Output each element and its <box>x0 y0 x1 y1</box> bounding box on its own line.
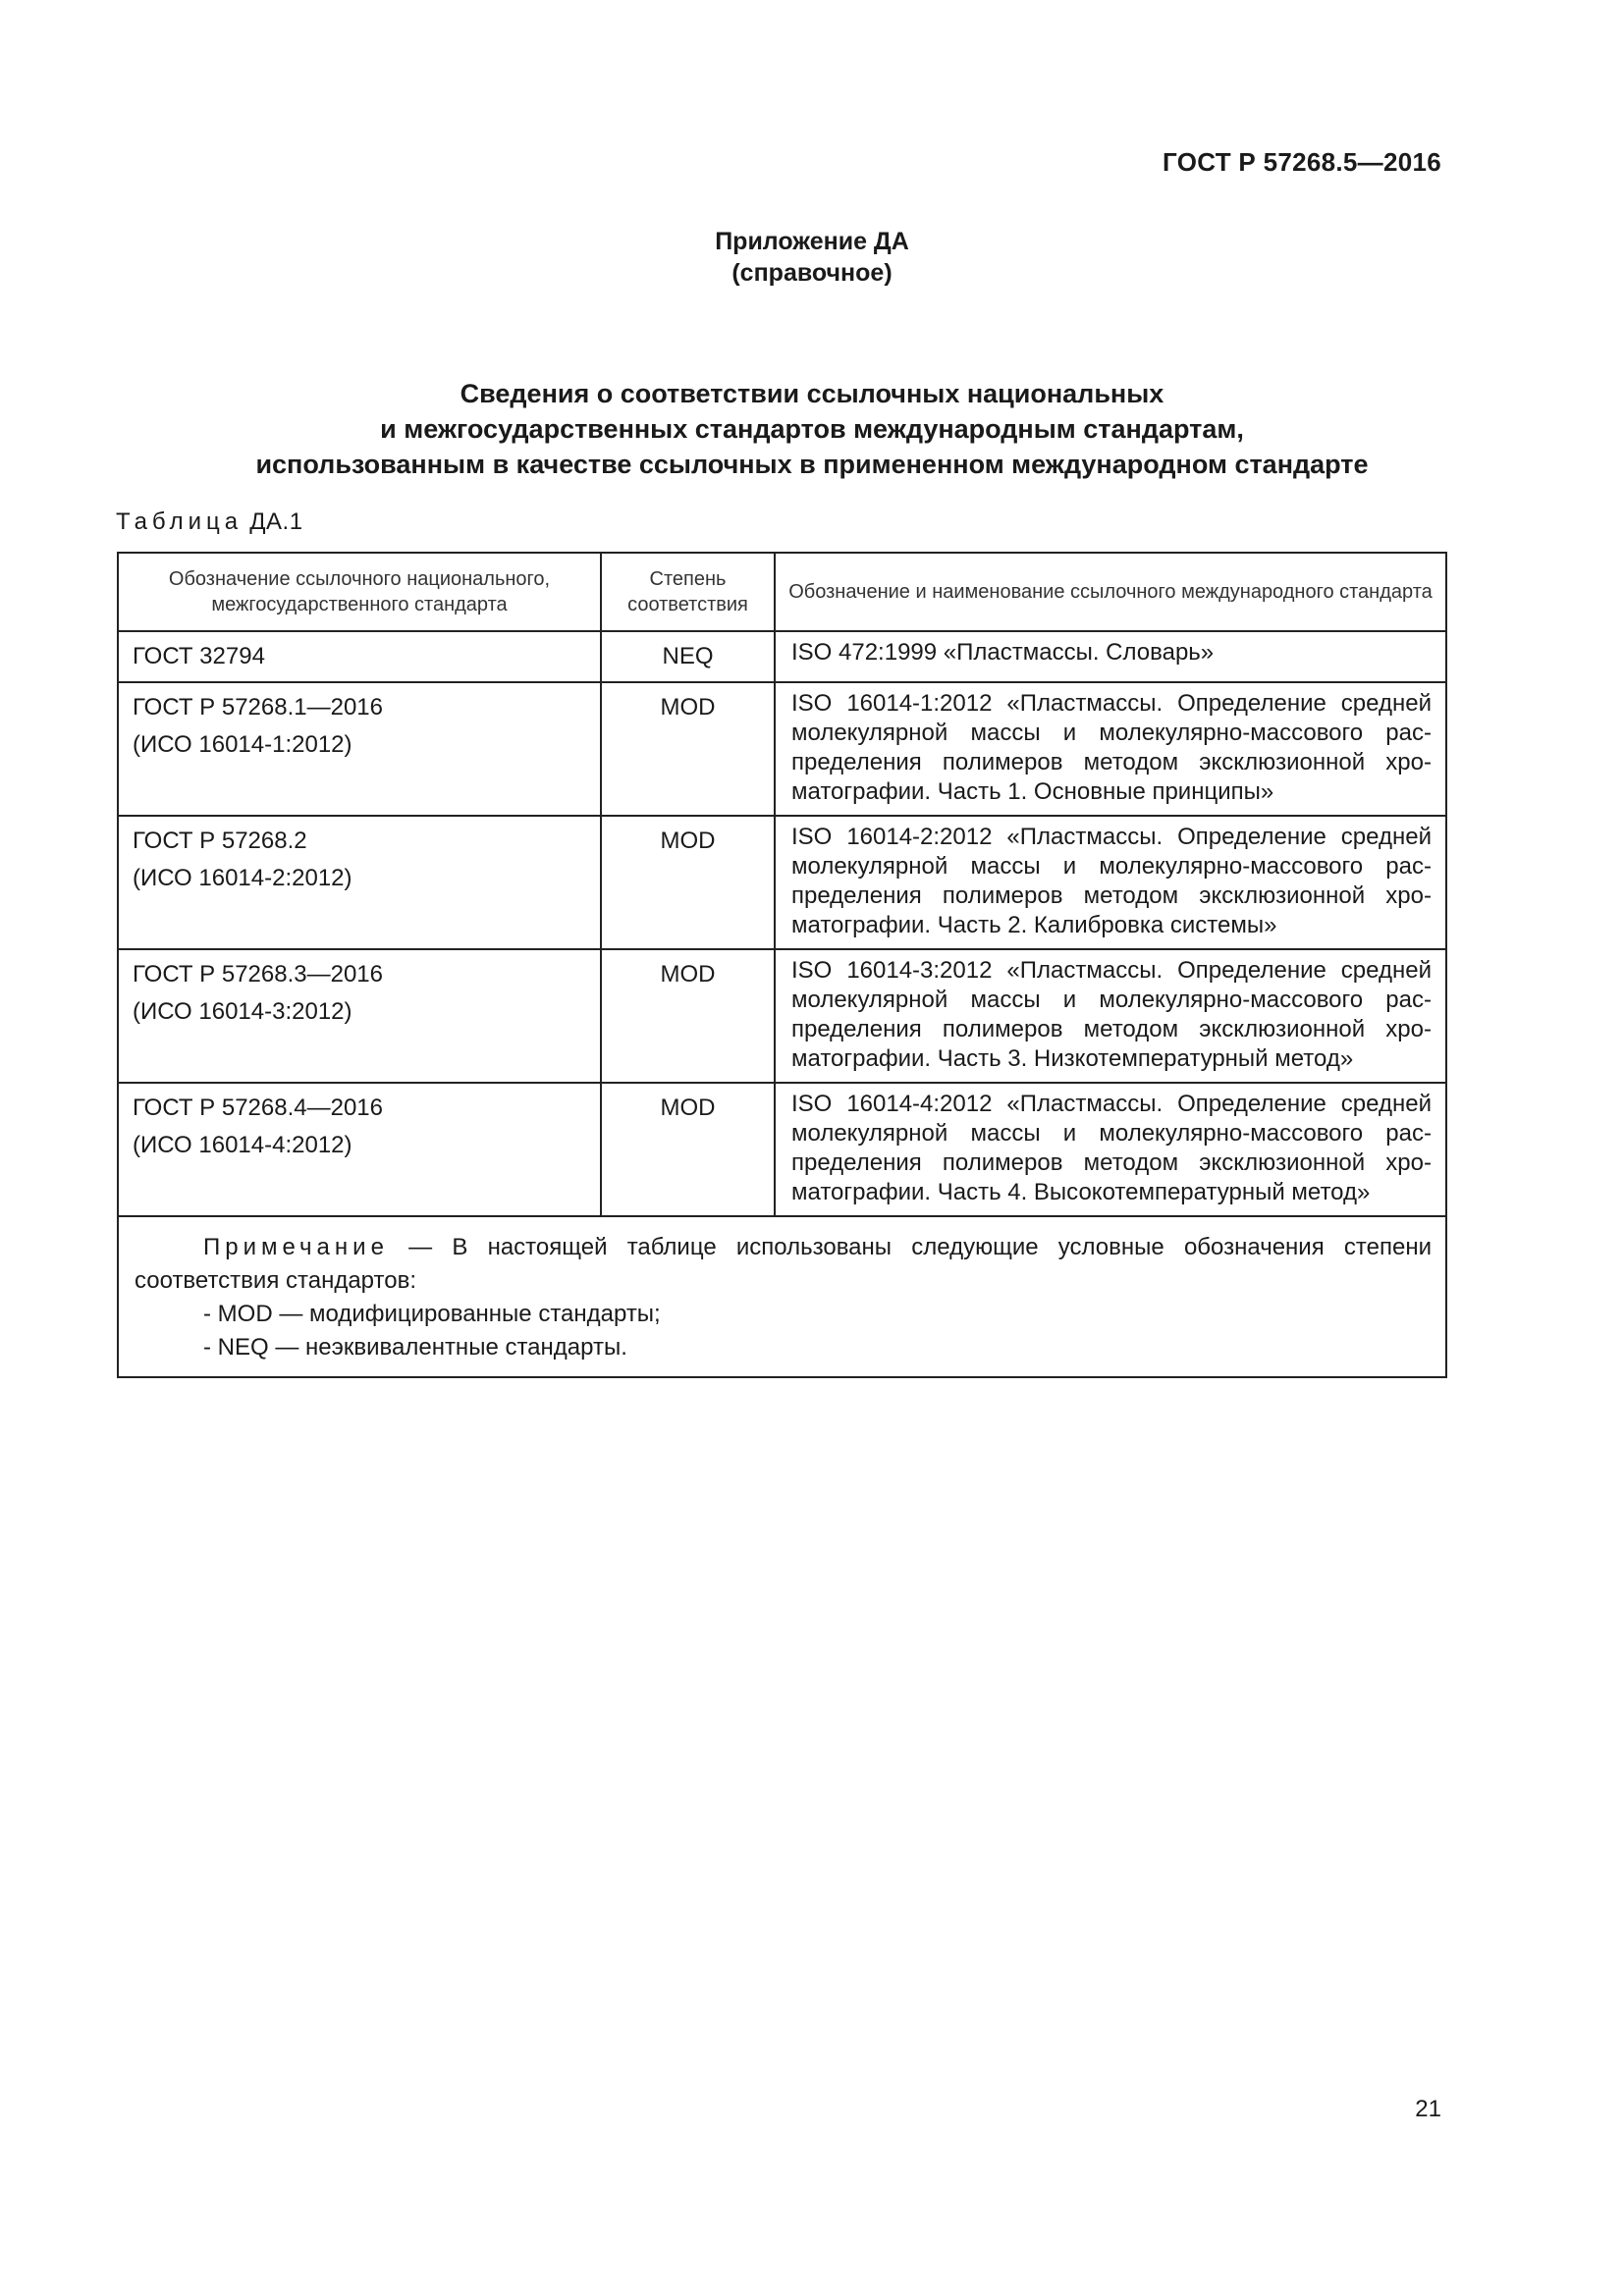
international-cell: ISO 16014-2:2012 «Пластмассы. Определение средней молекулярной массы и молекулярно-массового распределения полимеров методом эксклюзионной хроматографии. Часть 2. Калибровка системы» <box>775 816 1446 949</box>
designation-cell <box>118 816 601 949</box>
table-note <box>118 1216 1446 1377</box>
designation: ГОСТ Р 57268.1—2016 <box>133 694 383 721</box>
section-title-line-3: использованным в качестве ссылочных в примененном международном стандарте <box>255 450 1369 479</box>
designation: ГОСТ Р 57268.4—2016 <box>133 1095 383 1121</box>
annex-type: (справочное) <box>731 259 893 287</box>
section-title-line-2: и межгосударственных стандартов международным стандартам, <box>380 414 1244 444</box>
international-cell: ISO 16014-4:2012 «Пластмассы. Определение средней молекулярной массы и молекулярно-массового распределения полимеров методом эксклюзионной хроматографии. Часть 4. Высокотемпературный метод» <box>775 1083 1446 1216</box>
designation: ГОСТ Р 57268.2 <box>133 828 307 854</box>
table-note-row <box>118 1216 1446 1377</box>
table-row <box>118 1083 1446 1216</box>
designation-cell <box>118 949 601 1083</box>
iso-reference: (ИСО 16014-3:2012) <box>133 998 352 1025</box>
degree-cell: NEQ <box>601 631 775 682</box>
section-title-line-1: Сведения о соответствии ссылочных национальных <box>460 379 1164 408</box>
iso-reference: (ИСО 16014-1:2012) <box>133 731 352 758</box>
annex-heading <box>0 226 1624 289</box>
page-number: 21 <box>1415 2096 1441 2122</box>
international-cell: ISO 16014-1:2012 «Пластмассы. Определение средней молекулярной массы и молекулярно-массового распределения полимеров методом эксклюзионной хроматографии. Часть 1. Основные принципы» <box>775 682 1446 816</box>
iso-reference: (ИСО 16014-4:2012) <box>133 1132 352 1158</box>
degree-cell: MOD <box>601 1083 775 1216</box>
header-degree: Степень соответствия <box>601 553 775 631</box>
designation-cell <box>118 631 601 682</box>
document-code: ГОСТ Р 57268.5—2016 <box>1163 147 1441 177</box>
table-row <box>118 816 1446 949</box>
degree-cell: MOD <box>601 949 775 1083</box>
table-row <box>118 682 1446 816</box>
iso-reference: (ИСО 16014-2:2012) <box>133 865 352 891</box>
international-cell: ISO 16014-3:2012 «Пластмассы. Определение средней молекулярной массы и молекулярно-массового распределения полимеров методом эксклюзионной хроматографии. Часть 3. Низкотемпературный метод» <box>775 949 1446 1083</box>
degree-cell: MOD <box>601 682 775 816</box>
note-item-mod: - MOD — модифицированные стандарты; <box>203 1301 661 1327</box>
designation: ГОСТ 32794 <box>133 643 265 669</box>
table-header-row <box>118 553 1446 631</box>
table-caption <box>116 508 303 536</box>
standards-table <box>117 552 1447 1378</box>
header-national-standard: Обозначение ссылочного национального, межгосударственного стандарта <box>118 553 601 631</box>
table-caption-number: ДА.1 <box>249 508 303 535</box>
note-label: Примечание <box>203 1234 389 1260</box>
international-cell: ISO 472:1999 «Пластмассы. Словарь» <box>775 631 1446 682</box>
table-row <box>118 631 1446 682</box>
designation-cell <box>118 682 601 816</box>
degree-cell: MOD <box>601 816 775 949</box>
designation-cell <box>118 1083 601 1216</box>
note-body: — В настоящей таблице использованы следующие условные обозначения степени соответствия стандартов: <box>135 1234 1432 1294</box>
note-item-neq: - NEQ — неэквивалентные стандарты. <box>203 1334 627 1361</box>
table-row <box>118 949 1446 1083</box>
header-international-standard: Обозначение и наименование ссылочного международного стандарта <box>775 553 1446 631</box>
annex-title: Приложение ДА <box>715 228 909 255</box>
designation: ГОСТ Р 57268.3—2016 <box>133 961 383 988</box>
note-text <box>135 1231 1432 1298</box>
section-title <box>0 376 1624 482</box>
table-caption-label: Таблица <box>116 508 244 535</box>
